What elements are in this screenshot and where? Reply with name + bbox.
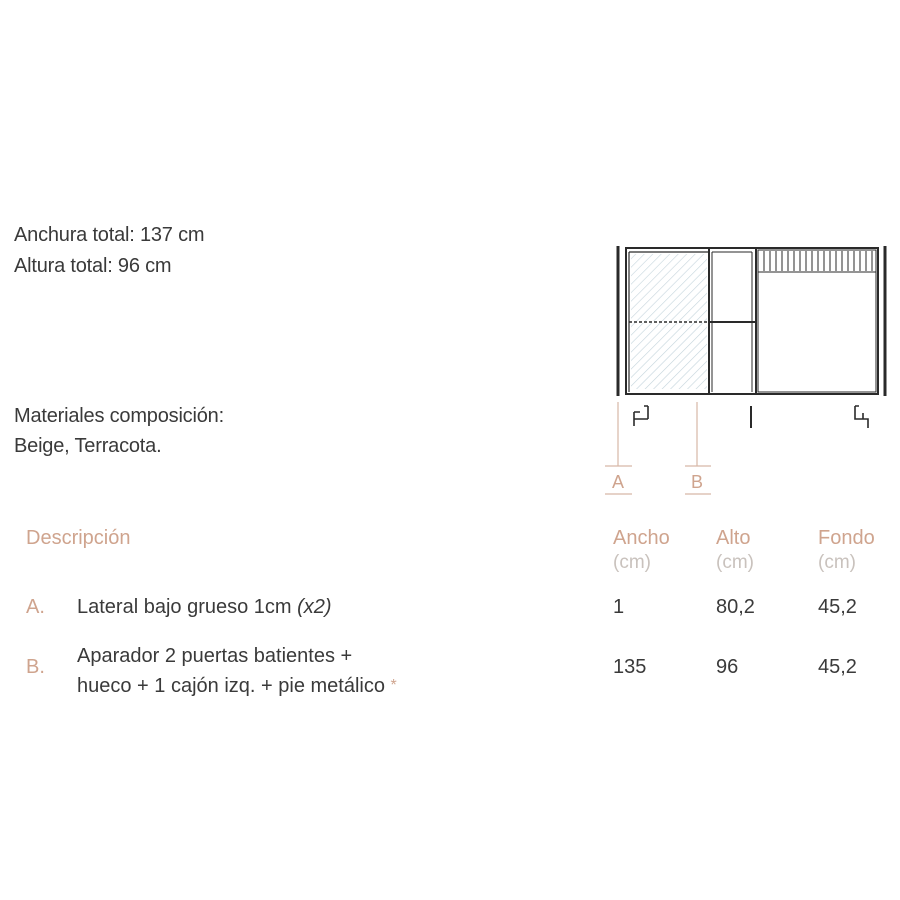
door-lower	[631, 323, 707, 389]
header-width: Ancho	[613, 527, 670, 549]
header-depth: Fondo	[818, 527, 875, 549]
header-height: Alto	[716, 527, 751, 549]
total-width-label: Anchura total: 137 cm	[14, 224, 205, 246]
row-b-desc-line2: hueco + 1 cajón izq. + pie metálico	[77, 675, 391, 697]
materials-heading: Materiales composición:	[14, 405, 224, 427]
row-a-depth: 45,2	[818, 596, 857, 618]
row-b-width: 135	[613, 656, 647, 678]
row-b-description	[77, 641, 397, 701]
furniture-diagram	[600, 230, 900, 500]
row-b-depth: 45,2	[818, 656, 857, 678]
plan-left-foot	[634, 406, 648, 426]
row-a-description	[77, 596, 332, 619]
total-height-label: Altura total: 96 cm	[14, 255, 172, 277]
materials-value: Beige, Terracota.	[14, 435, 162, 457]
header-depth-unit: (cm)	[818, 552, 856, 573]
row-b-height: 96	[716, 656, 739, 678]
marker-a-label: A	[611, 472, 625, 492]
header-description: Descripción	[26, 527, 131, 549]
row-a-height: 80,2	[716, 596, 755, 618]
row-a-desc-main: Lateral bajo grueso 1cm	[77, 596, 298, 618]
header-height-unit: (cm)	[716, 552, 754, 573]
marker-b-label: B	[690, 472, 704, 492]
row-b-asterisk: *	[390, 677, 397, 694]
row-a-width: 1	[613, 596, 625, 618]
row-a-desc-qty: (x2)	[297, 596, 332, 618]
door-upper	[631, 254, 707, 321]
header-width-unit: (cm)	[613, 552, 651, 573]
plan-right-foot	[855, 406, 868, 428]
row-b-desc-line1: Aparador 2 puertas batientes +	[77, 645, 353, 667]
row-b-desc-line2-wrap	[77, 671, 397, 701]
row-a-letter: A.	[26, 596, 45, 618]
row-b-letter: B.	[26, 656, 45, 678]
